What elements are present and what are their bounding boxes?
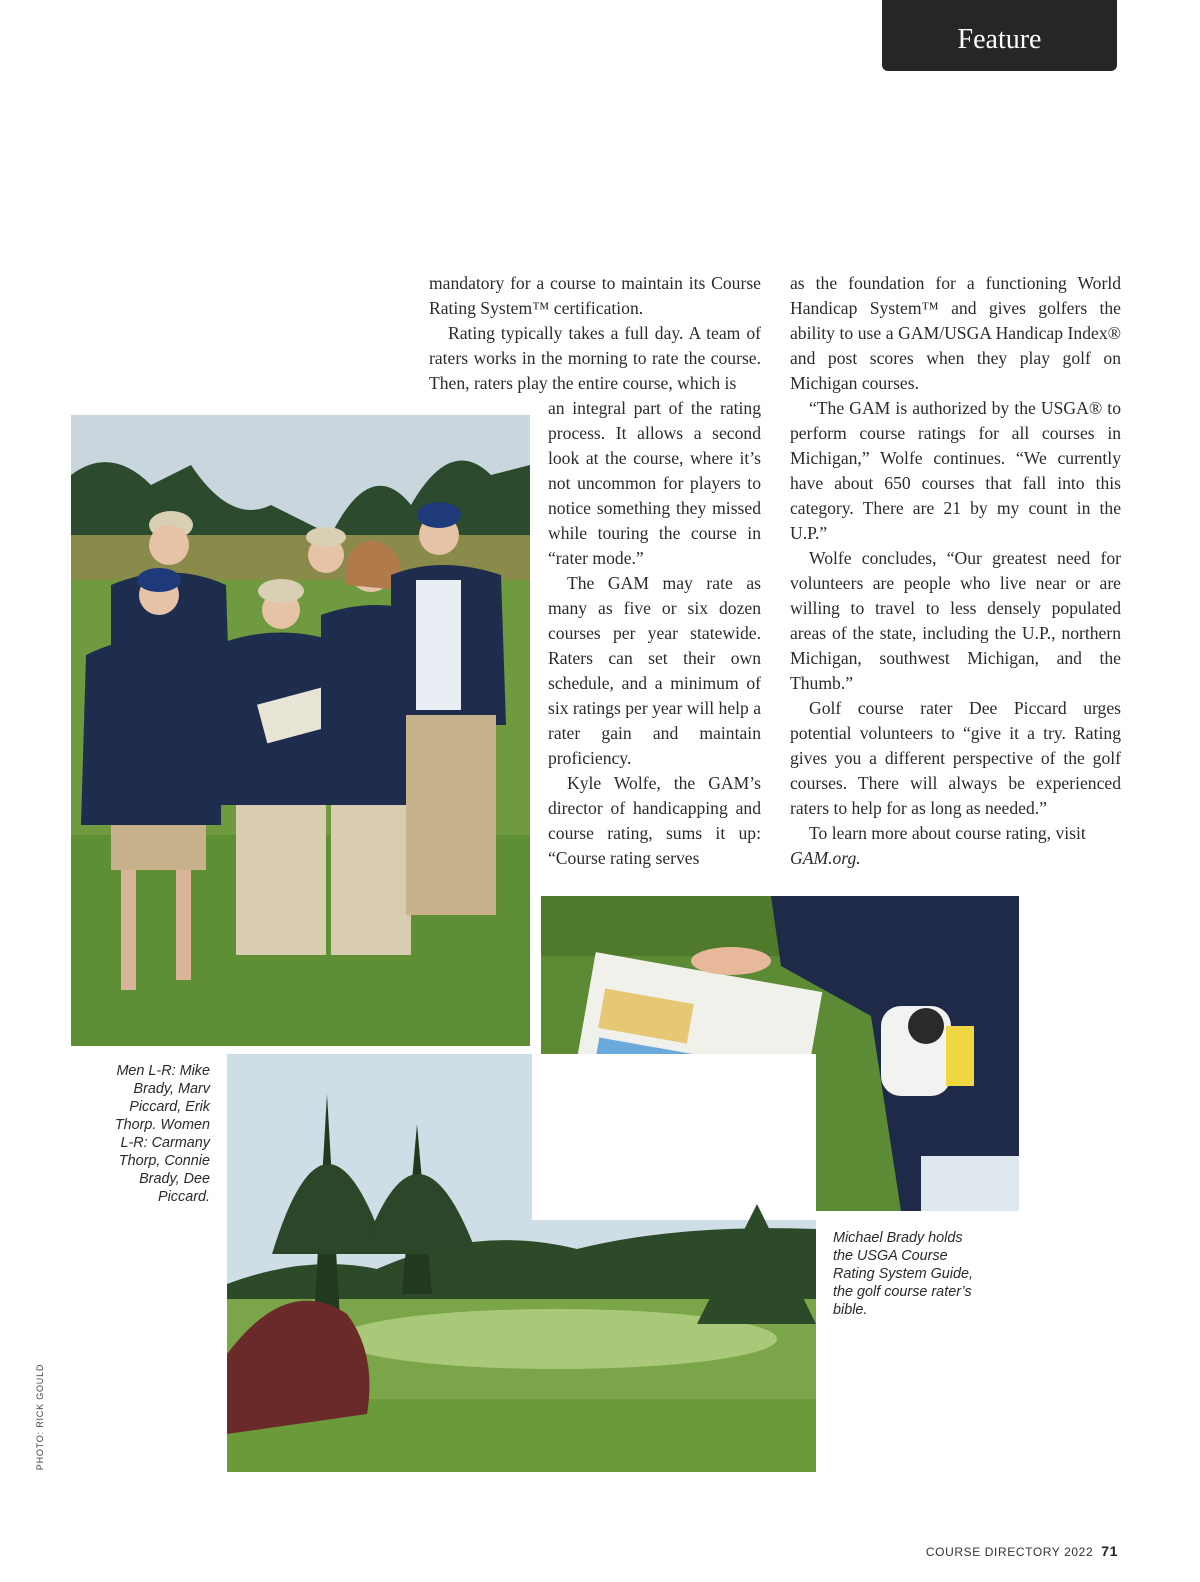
paragraph: Wolfe concludes, “Our greatest need for volunteers are people who live near or are willing to travel to less densely populated areas of the state, including the U.P., northern Michigan, southwest Michigan, and the Thumb.” bbox=[790, 548, 1121, 693]
paragraph: To learn more about course rating, visit bbox=[809, 823, 1086, 843]
group-photo bbox=[71, 415, 530, 1046]
paragraph: The GAM may rate as many as five or six dozen courses per year statewide. Raters can set their own schedule, and a minimum of six ratings per year will help a rater gain and maintain proficiency. bbox=[548, 573, 762, 768]
article-column-1-top bbox=[429, 271, 761, 396]
guide-photo-caption: Michael Brady holds the USGA Course Rating System Guide, the golf course rater’s bible. bbox=[833, 1230, 973, 1318]
golf-course-photo bbox=[227, 1054, 816, 1472]
paragraph: an integral part of the rating process. It allows a second look at the course, where it’s not uncommon for players to notice something they missed while touring the course in “rater mode.” bbox=[548, 398, 761, 568]
paragraph: mandatory for a course to maintain its Course Rating System™ certification. bbox=[429, 273, 761, 318]
paragraph: as the foundation for a functioning World Handicap System™ and gives golfers the ability to use a GAM/USGA Handicap Index® and post scores when they play golf on Michigan courses. bbox=[790, 273, 1121, 393]
paragraph: Kyle Wolfe, the GAM’s director of handicapping and course rating, sums it up: “Course rating serves bbox=[548, 773, 761, 868]
paragraph: “The GAM is authorized by the USGA® to perform course ratings for all courses in Michigan,” Wolfe continues. “We currently have about 650 courses that fall into this category. There are 21 by my count in the U.P.” bbox=[790, 398, 1121, 543]
page-footer bbox=[926, 1543, 1118, 1559]
page-number: 71 bbox=[1101, 1543, 1118, 1559]
group-photo-caption: Men L-R: Mike Brady, Marv Piccard, Erik Thorp. Women L-R: Carmany Thorp, Connie Brady, Dee Piccard. bbox=[114, 1063, 210, 1205]
section-tab bbox=[882, 0, 1117, 71]
paragraph: Rating typically takes a full day. A team of raters works in the morning to rate the course. Then, raters play the entire course, which is bbox=[429, 323, 761, 393]
paragraph: Golf course rater Dee Piccard urges potential volunteers to “give it a try. Rating gives you a different perspective of the golf courses. There will always be experienced raters to help for as long as needed.” bbox=[790, 698, 1121, 818]
publication-name: COURSE DIRECTORY 2022 bbox=[925, 1545, 1094, 1559]
gam-link[interactable]: GAM.org. bbox=[790, 848, 861, 868]
article-column-1-bottom bbox=[548, 396, 761, 871]
section-label: Feature bbox=[957, 23, 1042, 55]
article-column-2 bbox=[790, 271, 1121, 871]
photo-credit: PHOTO: RICK GOULD bbox=[35, 1363, 45, 1471]
